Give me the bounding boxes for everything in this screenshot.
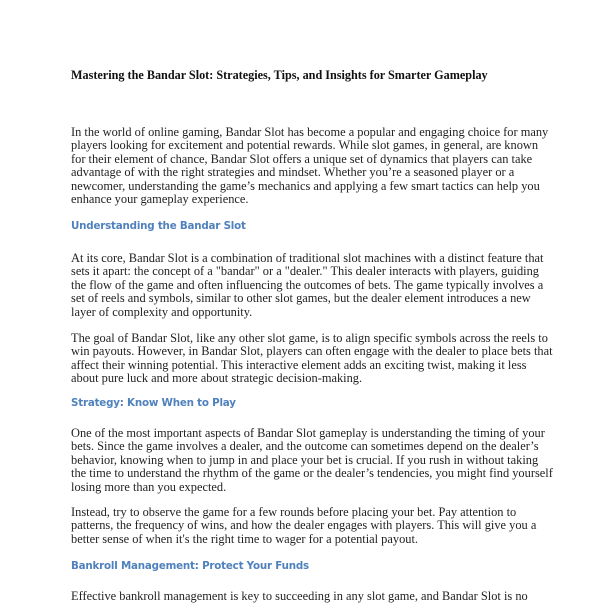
intro-paragraph [71, 125, 549, 207]
paragraph-line: win payouts. However, in Bandar Slot, players can often engage with the dealer to place bets that [71, 344, 553, 359]
paragraph-line: patterns, the frequency of wins, and how the dealer engages with players. This will give you a [71, 518, 537, 533]
understanding-paragraph-1 [71, 251, 544, 319]
paragraph-line: Effective bankroll management is key to succeeding in any slot game, and Bandar Slot is no [71, 589, 528, 603]
paragraph-line: better sense of when it's the right time to wager for a potential payout. [71, 531, 419, 546]
paragraph-line: The goal of Bandar Slot, like any other slot game, is to align specific symbols across the reels to [71, 331, 548, 345]
paragraph-line: At its core, Bandar Slot is a combination of traditional slot machines with a distinct feature that [71, 251, 544, 265]
paragraph-line: In the world of online gaming, Bandar Slot has become a popular and engaging choice for many [71, 125, 549, 139]
paragraph-line: Instead, try to observe the game for a few rounds before placing your bet. Pay attention to [71, 505, 517, 519]
paragraph-line: about pure luck and more about strategic decision-making. [71, 371, 363, 386]
paragraph-line: layer of complexity and opportunity. [71, 304, 253, 319]
paragraph-line: sets it apart: the concept of a "bandar" or a "dealer." This dealer interacts with players, guiding [71, 264, 539, 279]
strategy-paragraph-1 [71, 426, 553, 494]
paragraph-line: set of reels and symbols, similar to other slot games, but the dealer element introduces a new [71, 291, 531, 306]
paragraph-line: the time to understand the rhythm of the game or the dealer’s tendencies, you might find yourself [71, 466, 553, 481]
paragraph-line: players looking for excitement and potential rewards. While slot games, in general, are known [71, 138, 539, 153]
paragraph-line: behavior, knowing when to jump in and place your bet is crucial. If you rush in without taking [71, 452, 539, 467]
paragraph-line: bets. Since the game involves a dealer, and the outcome can sometimes depend on the dealer’s [71, 439, 539, 454]
paragraph-line: the flow of the game and often influencing the outcomes of bets. The game typically involves a [71, 277, 544, 292]
paragraph-line: One of the most important aspects of Bandar Slot gameplay is understanding the timing of your [71, 426, 545, 440]
paragraph-line: for their element of chance, Bandar Slot offers a unique set of dynamics that players can take [71, 151, 533, 166]
strategy-paragraph-2 [71, 506, 541, 546]
paragraph-line: enhance your gameplay experience. [71, 192, 249, 207]
paragraph-line: losing more than you expected. [71, 479, 227, 494]
understanding-paragraph-2 [71, 331, 553, 386]
section-heading-strategy: Strategy: Know When to Play [71, 397, 236, 409]
section-heading-understanding: Understanding the Bandar Slot [71, 220, 246, 232]
bankroll-paragraph [71, 590, 541, 603]
document-title: Mastering the Bandar Slot: Strategies, Tips, and Insights for Smarter Gameplay [71, 68, 488, 82]
paragraph-line: advantage of with the right strategies and mindset. Whether you’re a seasoned player or a [71, 165, 515, 180]
paragraph-line: newcomer, understanding the game’s mechanics and applying a few smart tactics can help you [71, 178, 540, 193]
section-heading-bankroll: Bankroll Management: Protect Your Funds [71, 560, 309, 572]
paragraph-line: affect their winning potential. This interactive element adds an exciting twist, making it less [71, 357, 527, 372]
